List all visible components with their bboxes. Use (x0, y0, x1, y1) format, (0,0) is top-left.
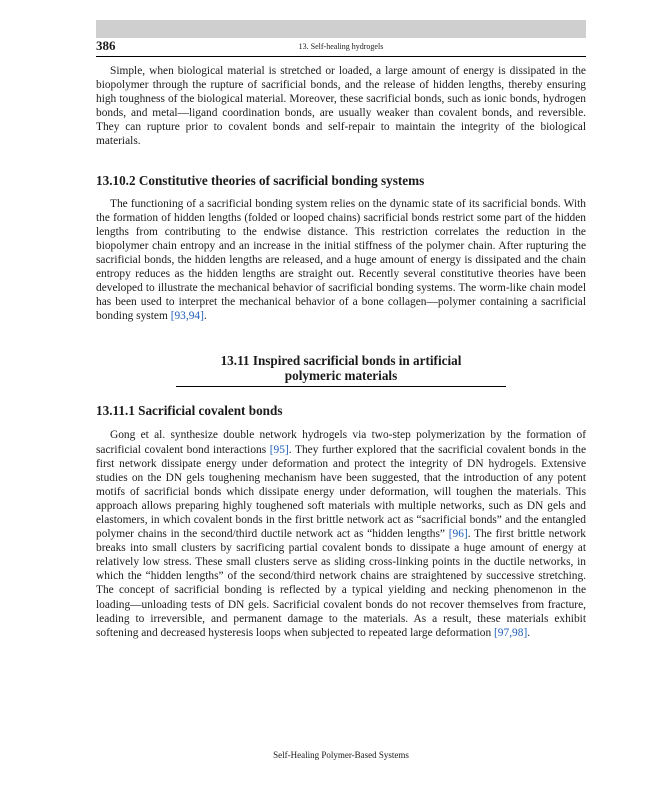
paragraph-text: Gong et al. synthesize double network hydrogels via two-step polymerization by the formation of sacrificial covalent bond interactions (96, 429, 586, 456)
section-heading-13-10-2: 13.10.2 Constitutive theories of sacrificial bonding systems (96, 172, 425, 188)
citation-link[interactable]: [95] (269, 443, 289, 456)
citation-link[interactable]: [96] (448, 528, 468, 541)
section-heading-rule (176, 386, 506, 387)
paragraph-text: . (527, 626, 531, 639)
section-heading-13-11-1: 13.11.1 Sacrificial covalent bonds (96, 403, 283, 419)
citation-link[interactable]: [97,98] (494, 626, 528, 639)
page-number: 386 (96, 38, 116, 53)
page-body (96, 64, 586, 640)
section-heading-line: 13.11 Inspired sacrificial bonds in artificial (220, 353, 462, 369)
intro-paragraph: Simple, when biological material is stretched or loaded, a large amount of energy is dissipated in the biopolymer through the rupture of sacrificial bonds, and the release of hidden lengths, thereby ensuring high toughness of the biological material. Moreover, these sacrificial bonds, such as ionic bonds, hydrogen bonds, and metal—ligand coordination bonds, are usually weaker than covalent bonds, and reversible. They can rupture prior to covalent bonds and self-repair to maintain the integrity of the biological materials. (96, 65, 586, 148)
section-heading-13-11 (96, 353, 586, 383)
header-bar (96, 20, 586, 38)
paragraph-text: The functioning of a sacrificial bonding system relies on the dynamic state of its sacrificial bonds. With the formation of hidden lengths (folded or looped chains) sacrificial bonds restrict some part of the hidden lengths from contributing to the endwise distance. This restriction correlates the reduction in the biopolymer chain entropy and an increase in the initial stiffness of the polymer chain. After rupturing the sacrificial bonds, the hidden lengths are released, and a huge amount of energy is dissipated and the chain entropy reduces as the hidden lengths are straight out. Recently several constitutive theories have been developed to illustrate the mechanical behavior of sacrificial bonding systems. The worm-like chain model has been used to interpret the mechanical behavior of a bone collagen—polymer containing a sacrificial bonding system (96, 197, 586, 323)
citation-link[interactable]: [93,94] (170, 310, 204, 323)
page-header (96, 38, 586, 58)
paragraph-text: . They further explored that the sacrificial covalent bonds in the first network dissipate energy under deformation and protect the integrity of DN hydrogels. Extensive studies on the DN gels toughening mechanism have been suggested, that the introduction of any potent motifs of sacrificial bonds which dissipate energy under deformation, will toughen the materials. This approach allows preparing highly toughened soft materials with multiple networks, such as DN gels and elastomers, in which covalent bonds in the first brittle network act as “sacrificial bonds” and the entangled polymer chains in the second/third ductile network act as “hidden lengths” (96, 443, 586, 541)
paragraph-text: . The first brittle network breaks into small clusters by sacrificing partial covalent bonds to dissipate a huge amount of energy at relatively low stress. These small clusters serve as sliding cross-linking points in the ductile networks, in which the “hidden lengths” of the second/third network chains are straightened by successive stretching. The concept of sacrificial bonding is reflected by a typical yielding and necking phenomenon in the loading—unloading tests of DN gels. Sacrificial covalent bonds do not recover themselves from fracture, leading to irreversible, and permanent damage to the materials. As a result, these materials exhibit softening and decreased hysteresis loops when subjected to repeated large deformation (96, 528, 586, 639)
paragraph-sacrificial-covalent-bonds (96, 428, 586, 639)
paragraph-text: . (203, 310, 207, 323)
header-rule (96, 56, 586, 57)
section-heading-line: polymeric materials (284, 368, 398, 384)
paragraph-constitutive-theories (96, 197, 586, 324)
running-head: 13. Self-healing hydrogels (298, 42, 384, 51)
page-footer: Self-Healing Polymer-Based Systems (273, 750, 409, 760)
